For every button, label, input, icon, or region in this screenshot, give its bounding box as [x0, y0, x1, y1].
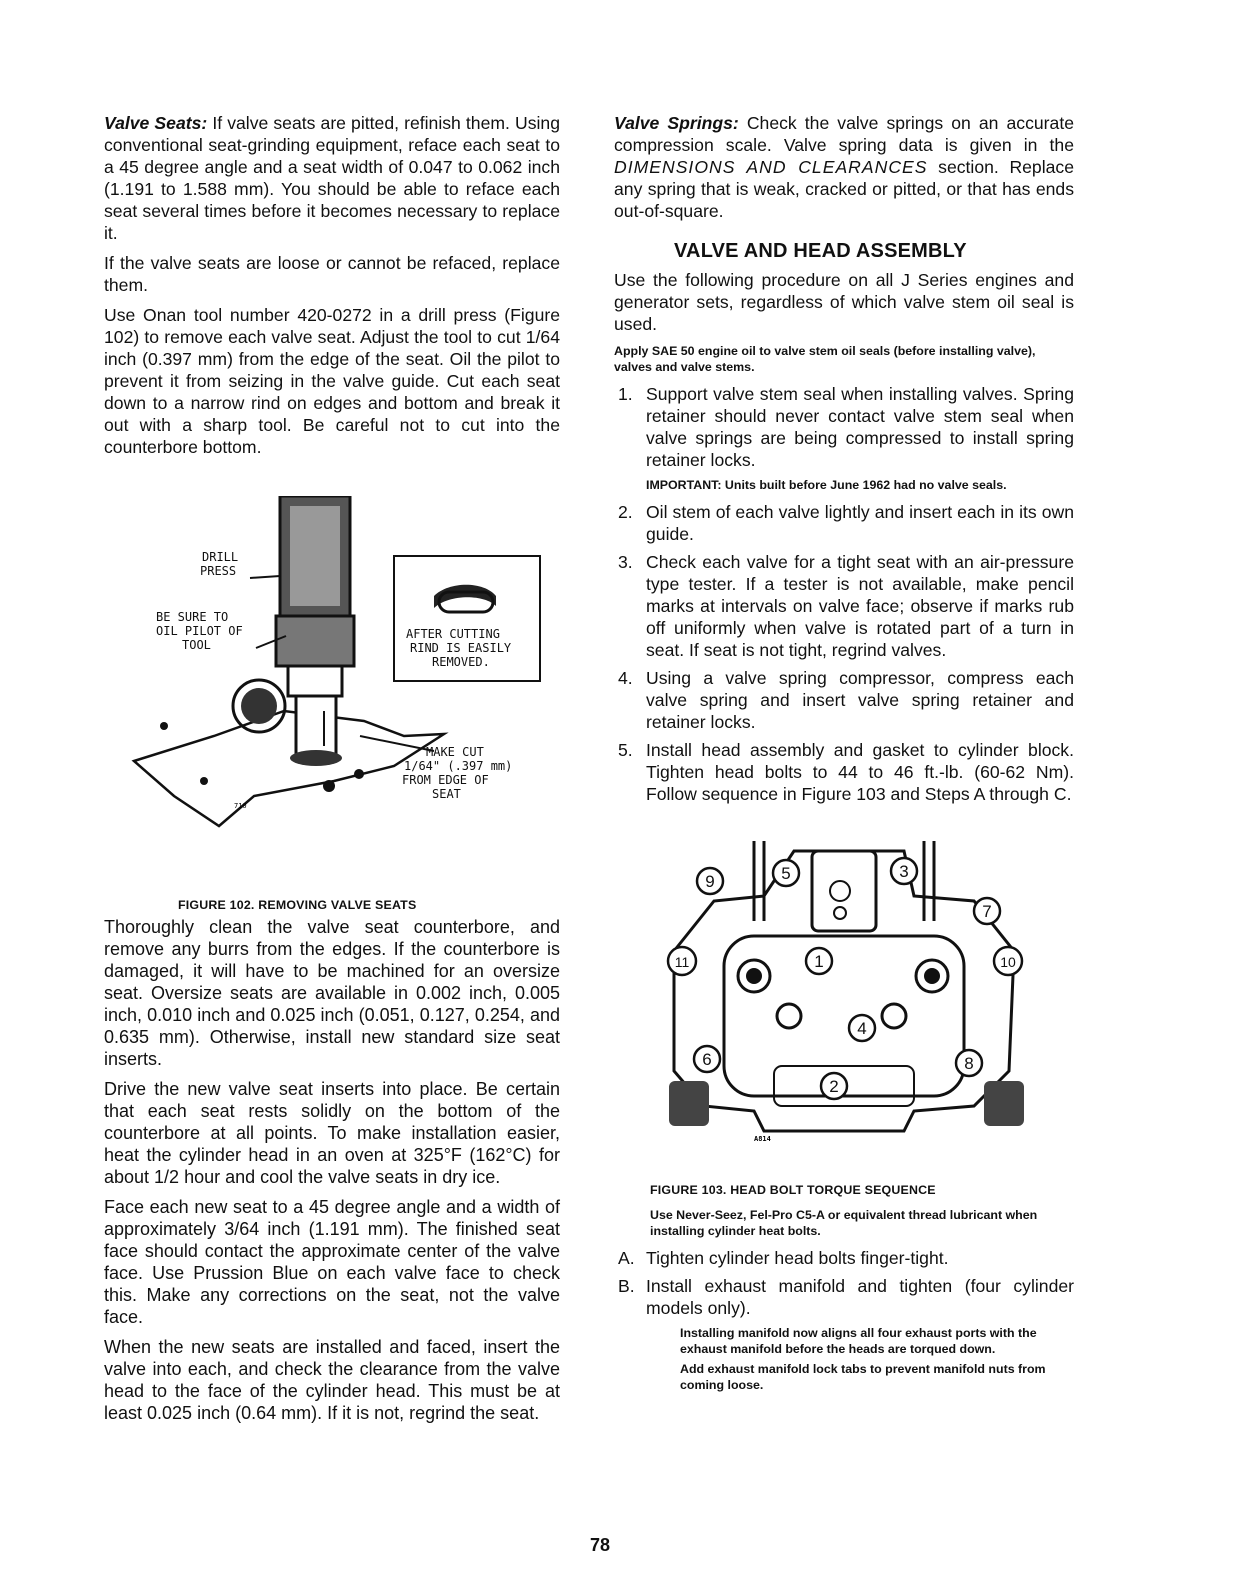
intro-paragraph: Use the following procedure on all J Series engines and generator sets, regardless of which valve stem oil seal is used.	[614, 270, 1074, 334]
figure-102-caption: FIGURE 102. REMOVING VALVE SEATS	[178, 898, 417, 912]
bolt-number-5	[773, 860, 799, 886]
right-column	[614, 112, 1074, 1401]
lubricant-note: Use Never-Seez, Fel-Pro C5-A or equivalent thread lubricant when installing cylinder heat bolts.	[650, 1208, 1038, 1238]
valve-seat-plate	[134, 711, 444, 826]
bolt-number-1	[806, 948, 832, 974]
bolt-number-8	[956, 1050, 982, 1076]
oil-pilot-label: BE SURE TO OIL PILOT OF TOOL	[156, 610, 243, 652]
loose-seats-paragraph: If the valve seats are loose or cannot be refaced, replace them.	[104, 253, 560, 295]
clean-counterbore-paragraph: Thoroughly clean the valve seat counterbore, and remove any burrs from the edges. If the counterbore is damaged, it will have to be machined for an oversize seat. Oversize seats are available in 0.002 inch, 0.005 inch, 0.010 inch and 0.025 inch (0.051, 0.127, 0.254, and 0.635 mm). Otherwise, install new standard size seat inserts.	[104, 917, 560, 1069]
svg-text:9: 9	[705, 872, 715, 891]
dimensions-reference: DIMENSIONS AND CLEARANCES	[614, 157, 928, 177]
lock-tabs-note: Add exhaust manifold lock tabs to prevent manifold nuts from coming loose.	[680, 1362, 1046, 1392]
make-cut-label: MAKE CUT 1/64" (.397 mm) FROM EDGE OF SEAT	[402, 745, 513, 801]
drill-press-label: DRILL PRESS	[200, 550, 239, 578]
substep-a: A. Tighten cylinder head bolts finger-tight.	[618, 1248, 949, 1268]
step-2: 2. Oil stem of each valve lightly and insert each in its own guide.	[618, 502, 1074, 544]
svg-text:3: 3	[899, 862, 909, 881]
svg-text:2: 2	[829, 1077, 839, 1096]
step-3: 3. Check each valve for a tight seat with an air-pressure type tester. If a tester is not available, make pencil marks at intervals on valve face; observe if marks rub off uniformly when valve is rotated part of a turn in seat. If seat is not tight, regrind valves.	[618, 552, 1074, 660]
figure-103-caption: FIGURE 103. HEAD BOLT TORQUE SEQUENCE	[650, 1183, 936, 1197]
after-cutting-label: AFTER CUTTING RIND IS EASILY REMOVED.	[406, 627, 512, 669]
figure-102-illustration	[104, 496, 560, 896]
substep-b: B. Install exhaust manifold and tighten (four cylinder models only).	[618, 1276, 1074, 1318]
bolt-number-4	[849, 1015, 875, 1041]
bolt-number-2	[821, 1073, 847, 1099]
bolt-number-10	[994, 947, 1022, 975]
page-number: 78	[590, 1535, 611, 1555]
svg-text:7: 7	[982, 902, 992, 921]
figure-102	[104, 466, 560, 916]
svg-text:6: 6	[702, 1050, 712, 1069]
assembly-steps	[614, 383, 1074, 805]
svg-text:4: 4	[857, 1019, 867, 1038]
manifold-align-note: Installing manifold now aligns all four exhaust ports with the exhaust manifold before the heads are torqued down.	[680, 1326, 1037, 1356]
section-heading: VALVE AND HEAD ASSEMBLY	[674, 240, 967, 262]
valve-seats-lead: Valve Seats:	[104, 113, 208, 133]
bolt-number-3	[891, 858, 917, 884]
valve-seats-text: If valve seats are pitted, refinish them. Using conventional seat-grinding equipment, reface each seat to a 45 degree angle and a seat width of 0.047 to 0.062 inch (1.191 to 1.588 mm). You should be able to reface each seat several times before it becomes necessary to replace it.	[104, 113, 560, 243]
valve-seats-paragraph	[104, 112, 560, 244]
svg-text:5: 5	[781, 864, 791, 883]
bolt-number-7	[974, 898, 1000, 924]
step-1: 1. Support valve stem seal when installing valves. Spring retainer should never contact valve stem seal when valve springs are being compressed to install spring retainer locks.	[618, 384, 1074, 470]
figure-102-code: 710	[234, 802, 247, 810]
oil-note: Apply SAE 50 engine oil to valve stem oil seals (before installing valve), valves and valve stems.	[614, 344, 1036, 374]
bolt-number-9	[697, 868, 723, 894]
valve-springs-lead: Valve Springs:	[614, 113, 739, 133]
bolt-number-6	[694, 1046, 720, 1072]
check-clearance-paragraph: When the new seats are installed and faced, insert the valve into each, and check the clearance from the valve head to the face of the cylinder head. This must be at least 0.025 inch (0.64 mm). If it is not, regrind the seat.	[104, 1337, 560, 1423]
torque-substeps	[614, 1247, 1074, 1319]
figure-103	[614, 841, 1074, 1201]
drive-inserts-paragraph: Drive the new valve seat inserts into place. Be certain that each seat rests solidly on the bottom of the counterbore at all points. To make installation easier, heat the cylinder head in an oven at 325°F (162°C) for about 1/2 hour and cool the valve seats in dry ice.	[104, 1079, 560, 1187]
bolt-number-11	[668, 947, 696, 975]
svg-text:1: 1	[814, 952, 824, 971]
face-seat-paragraph: Face each new seat to a 45 degree angle and a width of approximately 3/64 inch (1.191 mm). The finished seat face should contact the approximate center of the valve face. Use Prussion Blue on each valve face to check this. Make any corrections on the seat, not the valve face.	[104, 1197, 560, 1327]
figure-103-code: A814	[754, 1135, 771, 1143]
important-note: IMPORTANT: Units built before June 1962 had no valve seals.	[646, 478, 1007, 492]
svg-text:10: 10	[1000, 954, 1016, 970]
step-4: 4. Using a valve spring compressor, compress each valve spring and insert valve spring retainer and retainer locks.	[618, 668, 1074, 732]
onan-tool-paragraph: Use Onan tool number 420-0272 in a drill press (Figure 102) to remove each valve seat. Adjust the tool to cut 1/64 inch (0.397 mm) from the edge of the seat. Oil the pilot to prevent it from seizing in the valve guide. Cut each seat down to a narrow rind on edges and bottom and break it out with a sharp tool. Be careful not to cut into the counterbore bottom.	[104, 305, 560, 457]
left-column	[104, 112, 560, 1432]
svg-text:8: 8	[964, 1054, 974, 1073]
figure-103-illustration	[614, 841, 1074, 1151]
valve-springs-paragraph: Valve Springs: Check the valve springs on an accurate compression scale. Valve spring data is given in the DIMENSIONS AND CLEARANCES section. Replace any spring that is weak, cracked or pitted, or that has ends out-of-square.	[614, 113, 1075, 221]
svg-text:11: 11	[674, 954, 690, 970]
step-5: 5. Install head assembly and gasket to cylinder block. Tighten head bolts to 44 to 46 ft.-lb. (60-62 Nm). Follow sequence in Figure 103 and Steps A through C.	[618, 740, 1074, 804]
